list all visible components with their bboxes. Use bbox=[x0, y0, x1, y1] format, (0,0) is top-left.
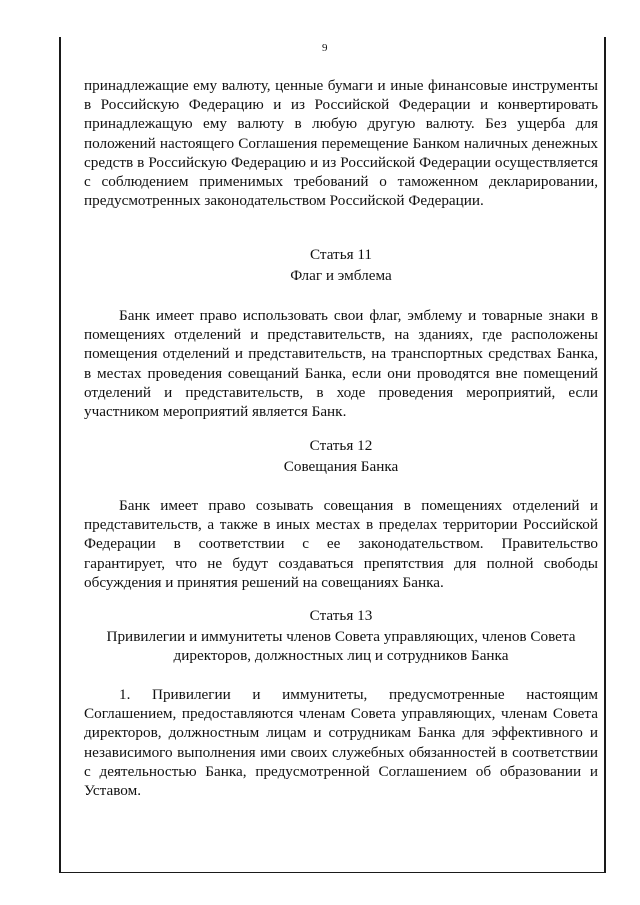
article-11-number: Статья 11 bbox=[309, 246, 373, 263]
article-13-title-line-2: директоров, должностных лиц и сотрудников Банка bbox=[173, 647, 509, 664]
article-13-text: 1. Привилегии и иммунитеты, предусмотренные настоящим Соглашением, предоставляются членам Совета управляющих, членам Совета директоров, должностным лицам и сотрудникам Банка для эффективного и независимого выполнения ими своих служебных обязанностей в соответствии с деятельностью Банка, предусмотренной Соглашением об образовании и Уставом. bbox=[84, 686, 598, 800]
article-12-title: Совещания Банка bbox=[283, 458, 399, 475]
article-11-text: Банк имеет право использовать свои флаг, эмблему и товарные знаки в помещениях отделений и представительств, на зданиях, где расположены помещения отделений и представительств, на транспортных средствах Банка, в местах проведения совещаний Банка, если они проводятся вне помещений отделений и представительств, в ходе проведения мероприятий, если участником мероприятий является Банк. bbox=[84, 307, 598, 421]
article-11-title: Флаг и эмблема bbox=[290, 267, 392, 284]
article-12-text: Банк имеет право созывать совещания в помещениях отделений и представительств, а также в иных местах в пределах территории Российской Федерации в соответствии с ее законодательством. Правительство гарантирует, что не будут создаваться препятствия для полной свободы обсуждения и принятия решений на совещаниях Банка. bbox=[84, 497, 598, 591]
intro-paragraph: принадлежащие ему валюту, ценные бумаги и иные финансовые инструменты в Российскую Федерацию и из Российской Федерации и конвертировать принадлежащую ему валюту в любую другую валюту. Без ущерба для положений настоящего Соглашения перемещение Банком наличных денежных средств в Российскую Федерацию и из Российской Федерации осуществляется с соблюдением применимых требований о таможенном декларировании, предусмотренных законодательством Российской Федерации. bbox=[84, 77, 598, 210]
article-13-number: Статья 13 bbox=[309, 607, 373, 624]
article-12-number: Статья 12 bbox=[309, 437, 373, 454]
page-number: 9 bbox=[322, 42, 328, 54]
article-13-title-line-1: Привилегии и иммунитеты членов Совета управляющих, членов Совета bbox=[106, 628, 576, 645]
